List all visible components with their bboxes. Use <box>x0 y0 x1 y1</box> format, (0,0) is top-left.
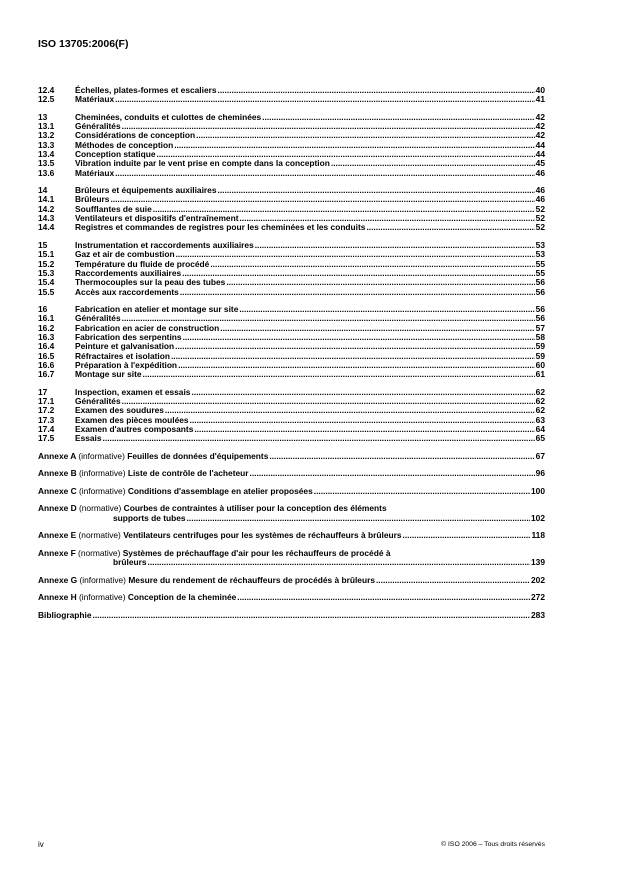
toc-entry-page: 56 <box>535 303 545 314</box>
annex-title-continued: brûleurs <box>113 557 147 568</box>
toc-leader-dots <box>171 352 535 361</box>
toc-entry-title: Thermocouples sur la peau des tubes <box>75 277 226 288</box>
annex-heading <box>38 593 236 603</box>
toc-annex-entry[interactable] <box>38 504 545 523</box>
toc-leader-dots <box>165 406 535 415</box>
toc-entry-title: Raccordements auxiliaires <box>75 267 182 278</box>
toc-entry-title: Réfractaires et isolation <box>75 350 170 361</box>
toc-entry-number: 14.2 <box>38 203 55 214</box>
toc-entry-number: 15.2 <box>38 258 55 269</box>
toc-entry-page: 40 <box>535 85 545 95</box>
toc-entry-title: Température du fluide de procédé <box>75 258 210 269</box>
toc-leader-dots <box>226 278 534 287</box>
toc-entry[interactable] <box>38 86 545 95</box>
toc-entry[interactable] <box>38 288 545 297</box>
toc-entry-title: Registres et commandes de registres pour les cheminées et les conduits <box>75 222 366 233</box>
toc-leader-dots <box>196 131 535 140</box>
toc-entry[interactable] <box>38 434 545 443</box>
toc-leader-dots <box>376 576 530 586</box>
toc-entry-title: Essais <box>75 433 102 444</box>
toc-annex-entry[interactable] <box>38 469 545 479</box>
toc-entry-title: Accès aux raccordements <box>75 286 179 297</box>
toc-entry-page: 46 <box>535 185 545 196</box>
copyright-notice: © ISO 2006 – Tous droits réservés <box>441 841 545 848</box>
toc-leader-dots <box>175 342 535 351</box>
toc-entry-number: 13.1 <box>38 121 55 132</box>
toc-entry-page: 46 <box>535 167 545 178</box>
toc-entry-page: 44 <box>535 149 545 160</box>
annex-line <box>38 469 545 479</box>
toc-entry-page: 53 <box>535 239 545 250</box>
annex-kind: (normative) <box>78 547 121 558</box>
toc-entry-page: 42 <box>535 111 545 122</box>
annex-page: 67 <box>535 450 545 461</box>
toc-annex-entry[interactable] <box>38 549 545 568</box>
toc-leader-dots <box>366 223 534 232</box>
toc-entry-number: 17 <box>38 386 48 397</box>
toc-entry[interactable] <box>38 169 545 178</box>
toc-entry-number: 13.2 <box>38 130 55 141</box>
annex-heading <box>38 531 402 541</box>
toc-entry-page: 56 <box>535 286 545 297</box>
annex-line-continued <box>38 558 545 568</box>
toc-entry-title: Conception statique <box>75 149 156 160</box>
toc-entry-number: 17.5 <box>38 433 55 444</box>
annex-title: Systèmes de préchauffage d'air pour les réchauffeurs de procédé à <box>122 547 391 558</box>
toc-entry-number: 16 <box>38 303 48 314</box>
toc-entry-title: Considérations de conception <box>75 130 196 141</box>
annex-page: 139 <box>531 557 545 568</box>
toc-entry-number: 13 <box>38 111 48 122</box>
toc-leader-dots <box>239 305 534 314</box>
toc-annex-entry[interactable] <box>38 452 545 462</box>
toc-entry-title: Peinture et galvanisation <box>75 341 175 352</box>
toc-entry-title: Méthodes de conception <box>75 139 174 150</box>
toc-leader-dots <box>191 388 534 397</box>
toc-leader-dots <box>218 186 535 195</box>
toc-entry-page: 56 <box>535 277 545 288</box>
toc-entry-title: Fabrication en atelier et montage sur site <box>75 303 239 314</box>
annex-heading <box>38 576 375 586</box>
toc-entry-page: 57 <box>535 322 545 333</box>
annex-title: Liste de contrôle de l'acheteur <box>127 468 249 479</box>
toc-entry-title: Généralités <box>75 121 121 132</box>
toc-entry-number: 15.3 <box>38 267 55 278</box>
toc-entry-page: 45 <box>535 158 545 169</box>
toc-entry-title: Montage sur site <box>75 369 142 380</box>
document-id-header: ISO 13705:2006(F) <box>38 38 129 50</box>
toc-entry-page: 52 <box>535 203 545 214</box>
toc-leader-dots <box>143 370 535 379</box>
toc-leader-dots <box>262 113 535 122</box>
toc-entry[interactable] <box>38 159 545 168</box>
toc-entry-title: Examen des soudures <box>75 405 164 416</box>
toc-entry-number: 14.3 <box>38 213 55 224</box>
annex-heading <box>38 452 268 462</box>
toc-leader-dots <box>93 611 531 621</box>
annex-heading <box>38 549 390 559</box>
annex-label: Annexe E <box>38 530 77 541</box>
toc-entry-page: 56 <box>535 313 545 324</box>
annex-title: Conception de la cheminée <box>127 592 237 603</box>
annex-label: Annexe B <box>38 468 77 479</box>
annex-label: Annexe D <box>38 503 77 514</box>
toc-entry-page: 65 <box>535 433 545 444</box>
toc-leader-dots <box>182 269 535 278</box>
annex-heading <box>38 469 249 479</box>
annex-kind: (informative) <box>79 574 126 585</box>
annex-title: Ventilateurs centrifuges pour les systèmes de réchauffeurs à brûleurs <box>123 530 402 541</box>
table-of-contents <box>38 86 545 620</box>
annex-page: 272 <box>531 592 545 603</box>
toc-entry-page: 42 <box>535 130 545 141</box>
toc-entry-page: 62 <box>535 386 545 397</box>
toc-entry-title: Généralités <box>75 313 121 324</box>
toc-entry-page: 59 <box>535 341 545 352</box>
annex-kind: (informative) <box>78 468 126 479</box>
annex-page: 102 <box>531 512 545 523</box>
annex-line <box>38 531 545 541</box>
toc-entry-title: Examen des pièces moulées <box>75 414 189 425</box>
annex-line <box>38 576 545 586</box>
toc-leader-dots <box>210 260 534 269</box>
toc-leader-dots <box>183 333 535 342</box>
annex-label: Annexe G <box>38 574 78 585</box>
toc-entry-number: 14.4 <box>38 222 55 233</box>
toc-entry-page: 63 <box>535 414 545 425</box>
toc-entry[interactable] <box>38 425 545 434</box>
toc-entry-page: 64 <box>535 424 545 434</box>
toc-entry-title: Matériaux <box>75 167 115 178</box>
toc-entry-page: 61 <box>535 369 545 380</box>
toc-entry-title: Cheminées, conduits et culottes de cheminées <box>75 111 262 122</box>
toc-leader-dots <box>194 425 534 434</box>
toc-entry-title: Brûleurs et équipements auxiliaires <box>75 185 217 196</box>
toc-entry-page: 58 <box>535 331 545 342</box>
toc-leader-dots <box>331 159 535 168</box>
annex-kind: (informative) <box>78 592 126 603</box>
toc-entry-number: 13.4 <box>38 149 55 160</box>
page-number: iv <box>38 840 44 849</box>
annex-title: Feuilles de données d'équipements <box>127 450 269 461</box>
toc-entry-number: 13.6 <box>38 167 55 178</box>
annex-kind: (informative) <box>78 450 125 461</box>
toc-entry-page: 41 <box>535 94 545 105</box>
toc-leader-dots <box>122 397 535 406</box>
toc-entry-title: Généralités <box>75 395 121 406</box>
toc-entry-number: 17.4 <box>38 424 55 434</box>
toc-entry-number: 16.7 <box>38 369 55 380</box>
toc-entry-number: 16.6 <box>38 359 55 370</box>
toc-entry-number: 12.4 <box>38 85 55 95</box>
toc-entry-title: Instrumentation et raccordements auxiliaires <box>75 239 254 250</box>
toc-entry-title: Examen d'autres composants <box>75 424 194 434</box>
toc-leader-dots <box>269 452 534 462</box>
annex-line <box>38 452 545 462</box>
annex-title: Courbes de contraintes à utiliser pour la conception des éléments <box>123 503 387 514</box>
toc-entry-number: 16.2 <box>38 322 55 333</box>
toc-annex-entry[interactable] <box>38 531 545 541</box>
toc-entry-title: Soufflantes de suie <box>75 203 152 214</box>
toc-entry-number: 16.3 <box>38 331 55 342</box>
toc-entry-page: 52 <box>535 222 545 233</box>
toc-leader-dots <box>255 241 535 250</box>
toc-entry-title: Matériaux <box>75 94 115 105</box>
toc-entry-page: 53 <box>535 249 545 260</box>
toc-leader-dots <box>314 487 530 497</box>
toc-entry-number: 16.1 <box>38 313 55 324</box>
annex-label: Annexe H <box>38 592 77 603</box>
toc-entry-page: 55 <box>535 267 545 278</box>
annex-label: Annexe A <box>38 450 77 461</box>
toc-entry[interactable] <box>38 223 545 232</box>
toc-bibliography-entry[interactable] <box>38 611 545 621</box>
annex-heading <box>38 487 313 497</box>
toc-entry-number: 14 <box>38 185 48 196</box>
toc-entry-title: Échelles, plates-formes et escaliers <box>75 85 217 95</box>
toc-leader-dots <box>178 361 535 370</box>
annex-line <box>38 487 545 497</box>
toc-entry-number: 15 <box>38 239 48 250</box>
toc-entry-title: Fabrication des serpentins <box>75 331 182 342</box>
toc-entry[interactable] <box>38 186 545 195</box>
toc-entry-number: 12.5 <box>38 94 55 105</box>
annex-line <box>38 593 545 603</box>
toc-entry-title: Brûleurs <box>75 194 110 205</box>
toc-entry-title: Préparation à l'expédition <box>75 359 178 370</box>
toc-entry-title: Inspection, examen et essais <box>75 386 191 397</box>
annex-heading <box>38 504 387 514</box>
annex-title: Conditions d'assemblage en atelier proposées <box>127 485 313 496</box>
toc-leader-dots <box>148 558 531 568</box>
annex-title: Mesure du rendement de réchauffeurs de procédés à brûleurs <box>128 574 375 585</box>
toc-entry-page: 59 <box>535 350 545 361</box>
toc-entry-page: 44 <box>535 139 545 150</box>
toc-leader-dots <box>250 469 535 479</box>
toc-leader-dots <box>220 324 534 333</box>
toc-entry[interactable] <box>38 370 545 379</box>
bibliography-line <box>38 611 545 621</box>
section-gap <box>38 603 545 611</box>
toc-entry-page: 55 <box>535 258 545 269</box>
toc-entry-page: 60 <box>535 359 545 370</box>
toc-annex-entry[interactable] <box>38 593 545 603</box>
annex-page: 118 <box>531 530 545 541</box>
bibliography-page: 283 <box>531 609 545 620</box>
toc-entry-number: 13.5 <box>38 158 55 169</box>
bibliography-title: Bibliographie <box>38 609 92 620</box>
annex-label: Annexe C <box>38 485 77 496</box>
toc-entry-number: 16.4 <box>38 341 55 352</box>
toc-leader-dots <box>180 288 535 297</box>
toc-leader-dots <box>176 250 535 259</box>
toc-leader-dots <box>103 434 535 443</box>
toc-leader-dots <box>115 95 535 104</box>
toc-leader-dots <box>110 195 534 204</box>
toc-leader-dots <box>218 86 535 95</box>
toc-entry-title: Fabrication en acier de construction <box>75 322 220 333</box>
toc-entry-number: 15.4 <box>38 277 55 288</box>
annex-page: 202 <box>531 574 545 585</box>
toc-leader-dots <box>403 531 531 541</box>
toc-entry[interactable] <box>38 95 545 104</box>
toc-entry-number: 17.1 <box>38 395 55 406</box>
toc-entry-title: Ventilateurs et dispositifs d'entraînement <box>75 213 239 224</box>
toc-entry-number: 16.5 <box>38 350 55 361</box>
annex-kind: (normative) <box>78 530 121 541</box>
toc-entry-title: Vibration induite par le vent prise en compte dans la conception <box>75 158 330 169</box>
toc-entry-number: 17.3 <box>38 414 55 425</box>
toc-leader-dots <box>174 141 534 150</box>
toc-leader-dots <box>187 514 530 524</box>
annex-kind: (normative) <box>78 503 122 514</box>
toc-entry-number: 13.3 <box>38 139 55 150</box>
toc-entry-page: 62 <box>535 405 545 416</box>
toc-entry-title: Gaz et air de combustion <box>75 249 175 260</box>
toc-leader-dots <box>190 416 535 425</box>
toc-leader-dots <box>237 593 530 603</box>
annex-title-continued: supports de tubes <box>113 512 186 523</box>
toc-entry-page: 62 <box>535 395 545 406</box>
toc-annex-entry[interactable] <box>38 487 545 497</box>
toc-entry-number: 15.1 <box>38 249 55 260</box>
toc-leader-dots <box>115 169 535 178</box>
annex-page: 100 <box>531 485 545 496</box>
annex-label: Annexe F <box>38 547 76 558</box>
annex-kind: (informative) <box>78 485 126 496</box>
toc-annex-entry[interactable] <box>38 576 545 586</box>
toc-entry-page: 52 <box>535 213 545 224</box>
toc-entry-number: 17.2 <box>38 405 55 416</box>
toc-entry-page: 42 <box>535 121 545 132</box>
toc-entry-number: 14.1 <box>38 194 55 205</box>
toc-entry-number: 15.5 <box>38 286 55 297</box>
toc-entry-page: 46 <box>535 194 545 205</box>
annex-page: 96 <box>535 468 545 479</box>
annex-line-continued <box>38 514 545 524</box>
